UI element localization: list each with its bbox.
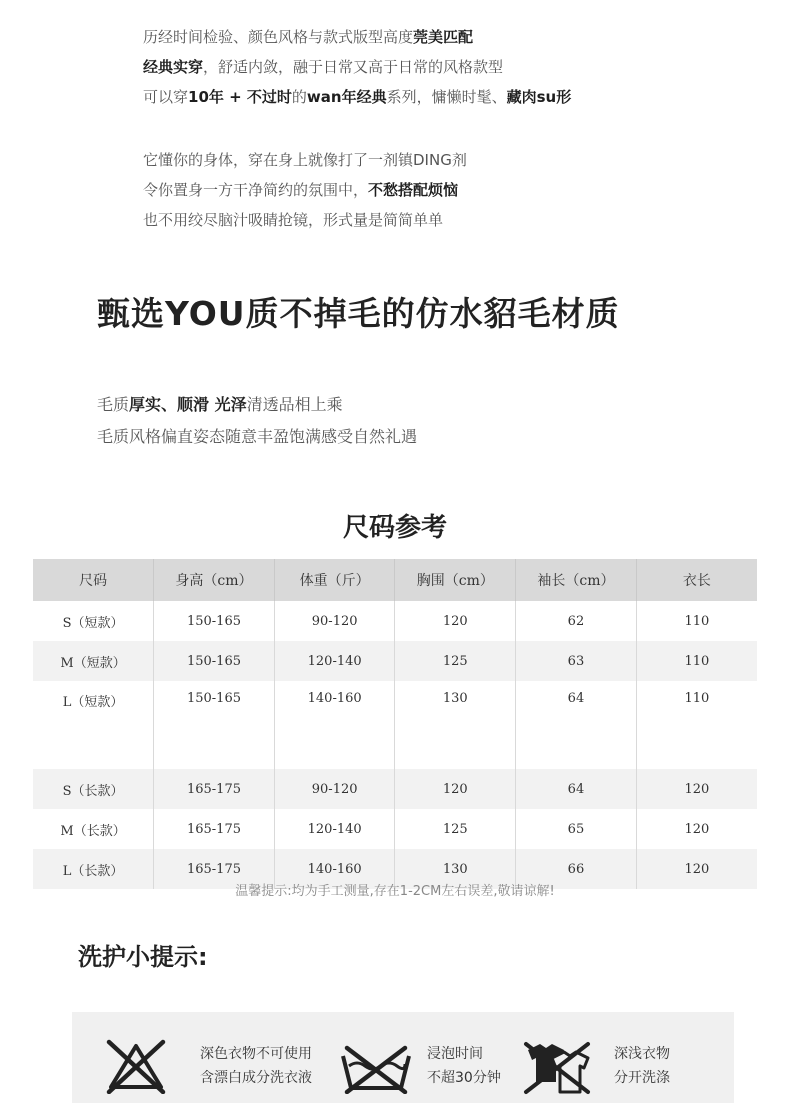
table-cell: 165-175 — [154, 809, 275, 849]
care-text-line: 深色衣物不可使用 — [200, 1046, 312, 1062]
table-cell: 130 — [395, 849, 516, 889]
table-cell: S（短款） — [33, 601, 154, 641]
care-tips-panel — [72, 1012, 734, 1103]
table-cell: 66 — [516, 849, 637, 889]
header-sleeve: 袖长（cm） — [516, 559, 637, 601]
table-row — [33, 601, 757, 641]
material-heading: 甄选YOU质不掉毛的仿水貂毛材质 — [97, 294, 620, 333]
table-cell: 64 — [516, 681, 637, 731]
soak-time-icon — [339, 1044, 413, 1094]
table-cell: L（短款） — [33, 681, 154, 731]
table-cell: 165-175 — [154, 849, 275, 889]
table-cell: 90-120 — [274, 601, 395, 641]
header-size: 尺码 — [33, 559, 154, 601]
table-cell: 120 — [395, 769, 516, 809]
intro-line: 令你置身一方干净简约的氛围中，不愁搭配烦恼 — [143, 181, 459, 199]
fur-description — [97, 389, 417, 453]
header-weight: 体重（斤） — [274, 559, 395, 601]
table-cell: L（长款） — [33, 849, 154, 889]
table-cell: 150-165 — [154, 641, 275, 681]
table-cell: 120-140 — [274, 641, 395, 681]
table-cell: 130 — [395, 681, 516, 731]
care-item — [522, 1012, 722, 1103]
table-row — [33, 769, 757, 809]
care-text-line: 深浅衣物 — [614, 1046, 670, 1062]
table-cell: 90-120 — [274, 769, 395, 809]
size-chart-title: 尺码参考 — [342, 513, 447, 543]
table-cell: 125 — [395, 641, 516, 681]
size-table — [33, 559, 757, 889]
table-cell: S（长款） — [33, 769, 154, 809]
care-text-line: 浸泡时间 — [427, 1046, 483, 1062]
intro-text — [143, 22, 571, 235]
care-text-line: 含漂白成分洗衣液 — [200, 1070, 312, 1086]
table-cell: 120 — [636, 769, 757, 809]
care-text-line: 分开洗涤 — [614, 1070, 670, 1086]
table-cell: 65 — [516, 809, 637, 849]
table-cell: 120 — [395, 601, 516, 641]
intro-line: 经典实穿，舒适内敛，融于日常又高于日常的风格款型 — [143, 58, 504, 76]
no-bleach-icon — [105, 1036, 167, 1094]
table-cell: 125 — [395, 809, 516, 849]
care-item — [337, 1012, 517, 1103]
table-cell: 64 — [516, 769, 637, 809]
table-cell: 140-160 — [274, 681, 395, 731]
table-cell: 62 — [516, 601, 637, 641]
table-cell: 63 — [516, 641, 637, 681]
table-cell: M（短款） — [33, 641, 154, 681]
table-cell: 110 — [636, 641, 757, 681]
table-cell: 120 — [684, 821, 710, 837]
measurement-tip: 温馨提示:均为手工测量,存在1-2CM左右误差,敬请谅解! — [235, 884, 555, 899]
table-cell: 110 — [684, 691, 710, 706]
table-cell: 110 — [684, 613, 710, 629]
table-cell: 150-165 — [154, 601, 275, 641]
table-header-row — [33, 559, 757, 601]
fur-line: 毛质风格偏直姿态随意丰盈饱满感受自然礼遇 — [97, 427, 418, 446]
header-chest: 胸围（cm） — [395, 559, 516, 601]
table-cell: 165-175 — [154, 769, 275, 809]
care-item — [102, 1012, 332, 1103]
table-cell: M（长款） — [33, 809, 154, 849]
table-cell: 150-165 — [154, 681, 275, 731]
care-text-line: 不超30分钟 — [427, 1070, 501, 1086]
care-tips-title: 洗护小提示: — [78, 943, 208, 971]
intro-line: 可以穿10年 + 不过时的wan年经典系列，慵懒时髦、藏肉su形 — [143, 88, 572, 106]
table-cell: 120 — [636, 849, 757, 889]
table-row — [33, 809, 757, 849]
separate-wash-icon — [522, 1040, 592, 1096]
header-length: 衣长 — [636, 559, 757, 601]
table-spacer-row — [33, 731, 757, 769]
intro-line: 也不用绞尽脑汁吸睛抢镜，形式量是简简单单 — [143, 211, 444, 229]
intro-line: 历经时间检验、颜色风格与款式版型高度莞美匹配 — [143, 28, 474, 46]
table-cell: 120-140 — [274, 809, 395, 849]
header-height: 身高（cm） — [154, 559, 275, 601]
table-cell: 140-160 — [274, 849, 395, 889]
table-row — [33, 681, 757, 731]
intro-line: 它懂你的身体，穿在身上就像打了一剂镇DING剂 — [143, 151, 467, 169]
fur-line: 毛质厚实、顺滑 光泽清透品相上乘 — [97, 395, 343, 414]
table-row — [33, 641, 757, 681]
